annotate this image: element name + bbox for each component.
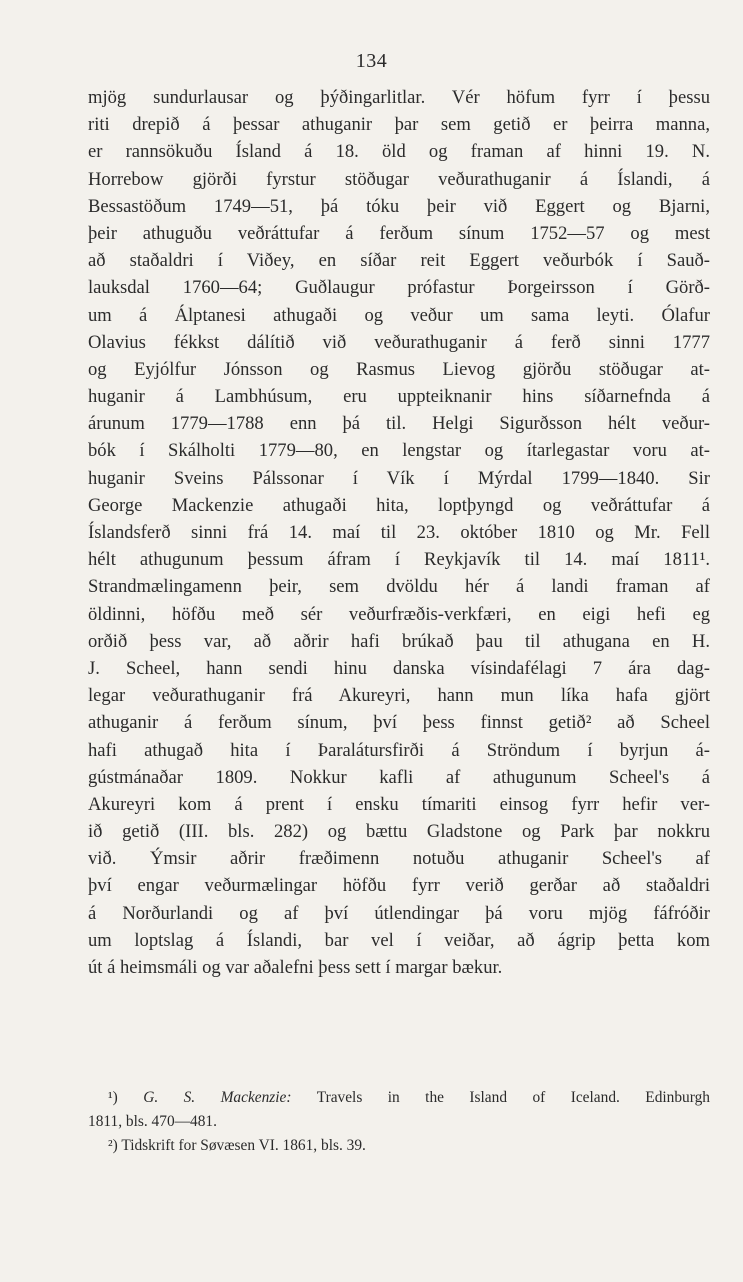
text-line: bók í Skálholti 1779—80, en lengstar og ítarlegastar voru at- xyxy=(88,440,710,462)
text-line: um á Álptanesi athugaði og veður um sama leyti. Ólafur xyxy=(88,304,710,326)
text-line: ið getið (III. bls. 282) og bættu Gladstone og Park þar nokkru xyxy=(88,821,710,843)
text-line: George Mackenzie athugaði hita, loptþyngd og veðráttufar á xyxy=(88,494,710,516)
text-line: Íslandsferð sinni frá 14. maí til 23. október 1810 og Mr. Fell xyxy=(88,522,710,543)
text-line: öldinni, höfðu með sér veðurfræðis-verkfæri, en eigi hefi eg xyxy=(88,603,710,625)
text-line: um loptslag á Íslandi, bar vel í veiðar, að ágrip þetta kom xyxy=(88,929,710,951)
text-line: að staðaldri í Viðey, en síðar reit Eggert veðurbók í Sauð- xyxy=(88,250,710,272)
text-line: hélt athugunum þessum áfram í Reykjavík til 14. maí 1811¹. xyxy=(88,549,710,571)
text-line: Olavius fékkst dálítið við veðurathuganir á ferð sinni 1777 xyxy=(88,331,710,353)
footnotes xyxy=(88,1086,710,1158)
text-line: hafi athugað hita í Þaralátursfirði á Ströndum í byrjun á- xyxy=(88,739,710,761)
body-text xyxy=(88,84,710,981)
text-line: huganir á Lambhúsum, eru uppteiknanir hins síðarnefnda á xyxy=(88,386,710,408)
text-line: því engar veðurmælingar höfðu fyrr verið gerðar að staðaldri xyxy=(88,875,710,897)
text-line: á Norðurlandi og af því útlendingar þá voru mjög fáfróðir xyxy=(88,902,710,924)
text-line: Strandmælingamenn þeir, sem dvöldu hér á landi framan af xyxy=(88,576,710,598)
text-line: lauksdal 1760—64; Guðlaugur prófastur Þorgeirsson í Görð- xyxy=(88,277,710,299)
text-line: árunum 1779—1788 enn þá til. Helgi Sigurðsson hélt veður- xyxy=(88,413,710,435)
footnote-text: Travels in the Island of Iceland. Edinburgh xyxy=(316,1089,710,1106)
text-line: er rannsökuðu Ísland á 18. öld og framan af hinni 19. N. xyxy=(88,141,710,163)
footnote-author: G. S. Mackenzie: xyxy=(143,1089,292,1106)
page-number: 134 xyxy=(355,50,388,72)
text-line: orðið þess var, að aðrir hafi brúkað þau til athugana en H. xyxy=(88,630,710,652)
text-line: athuganir á ferðum sínum, því þess finnst getið² að Scheel xyxy=(88,712,710,734)
text-line: Horrebow gjörði fyrstur stöðugar veðurathuganir á Íslandi, á xyxy=(88,168,710,190)
text-line: Akureyri kom á prent í ensku tímariti einsog fyrr hefir ver- xyxy=(88,793,710,815)
text-line: gústmánaðar 1809. Nokkur kafli af athugunum Scheel's á xyxy=(88,766,710,788)
text-line: huganir Sveins Pálssonar í Vík í Mýrdal 1799—1840. Sir xyxy=(88,467,710,489)
footnote-1 xyxy=(88,1086,710,1110)
footnote-text: Tidskrift for Søvæsen VI. 1861, bls. 39. xyxy=(121,1137,366,1154)
text-line: út á heimsmáli og var aðalefni þess sett í margar bækur. xyxy=(88,957,503,978)
text-line: þeir athuguðu veðráttufar á ferðum sínum 1752—57 og mest xyxy=(88,222,710,244)
footnote-2 xyxy=(88,1134,710,1158)
text-line: legar veðurathuganir frá Akureyri, hann mun líka hafa gjört xyxy=(88,685,710,707)
footnote-1-continued: 1811, bls. 470—481. xyxy=(88,1113,217,1130)
footnote-marker: ¹) xyxy=(108,1089,118,1106)
footnote-marker: ²) xyxy=(108,1137,118,1154)
text-line: við. Ýmsir aðrir fræðimenn notuðu athuganir Scheel's af xyxy=(88,848,710,870)
text-line: og Eyjólfur Jónsson og Rasmus Lievog gjörðu stöðugar at- xyxy=(88,358,710,380)
text-line: riti drepið á þessar athuganir þar sem getið er þeirra manna, xyxy=(88,114,710,136)
text-line: mjög sundurlausar og þýðingarlitlar. Vér höfum fyrr í þessu xyxy=(88,87,710,108)
text-line: J. Scheel, hann sendi hinu danska vísindafélagi 7 ára dag- xyxy=(88,657,710,679)
text-line: Bessastöðum 1749—51, þá tóku þeir við Eggert og Bjarni, xyxy=(88,195,710,217)
